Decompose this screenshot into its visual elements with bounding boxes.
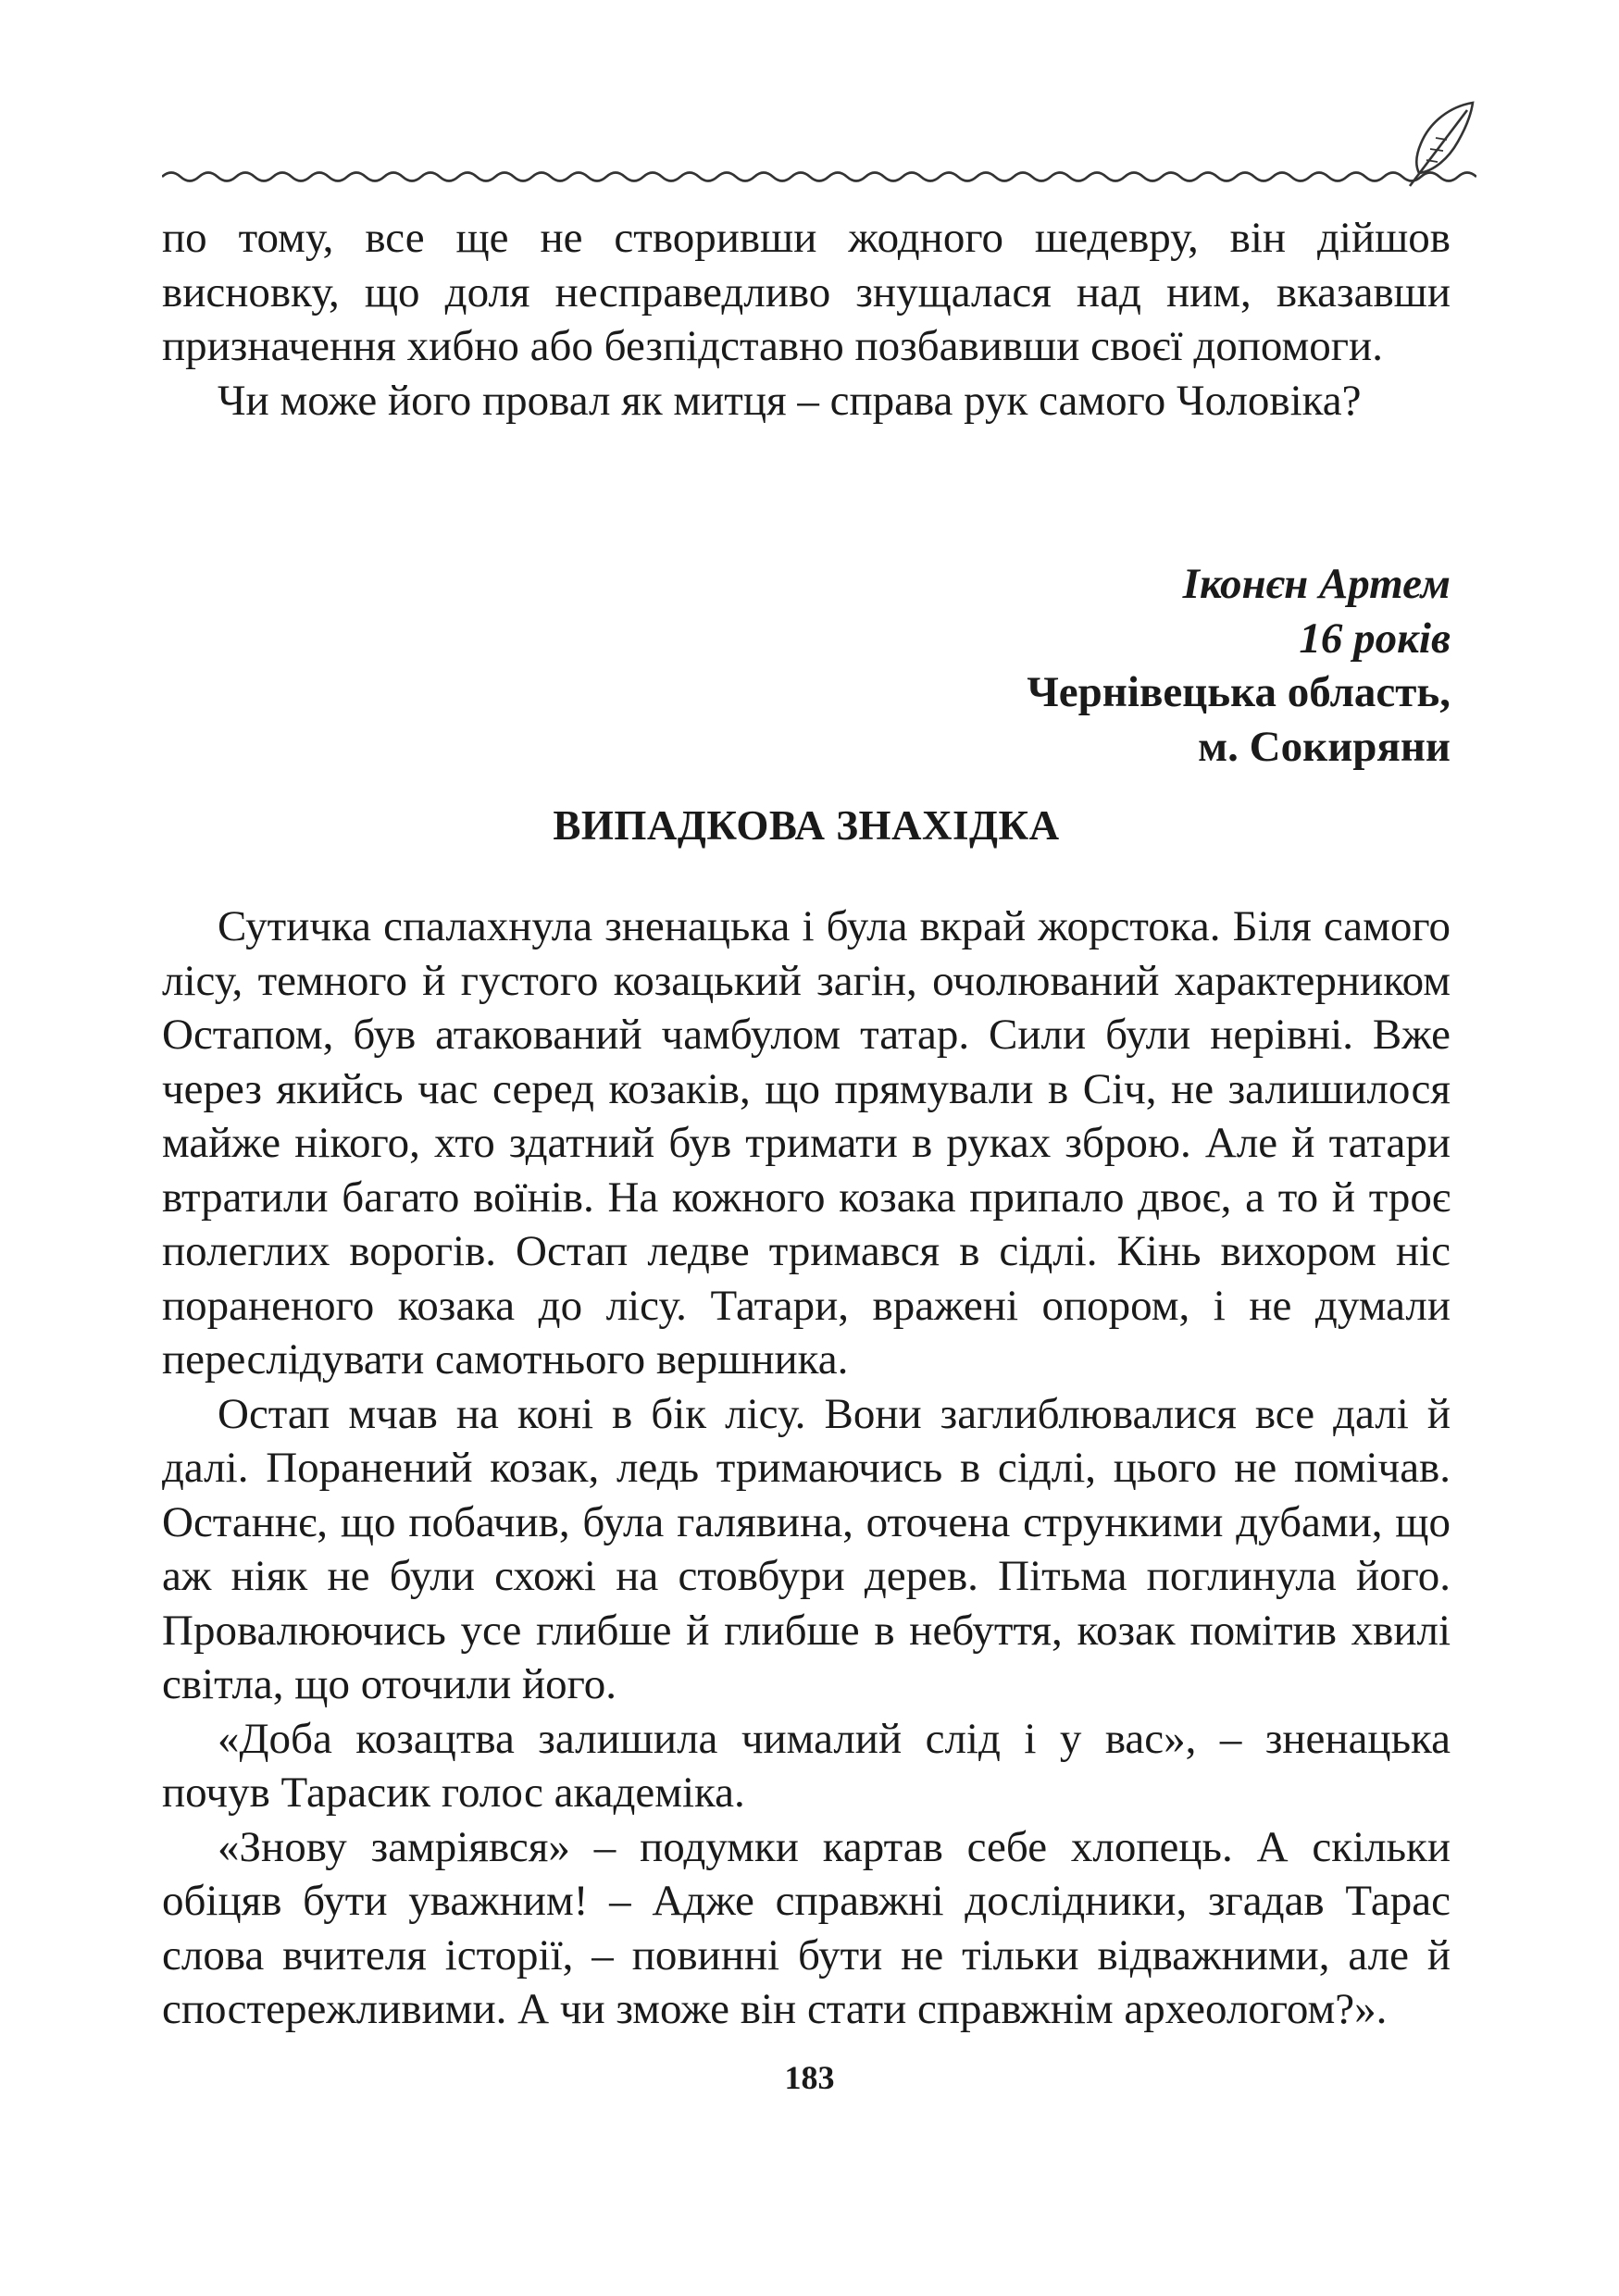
author-name: Іконєн Артем [1182, 560, 1451, 608]
page-number: 183 [784, 2059, 835, 2096]
author-age: 16 років [1299, 614, 1451, 663]
paragraph: Чи може його провал як митця – справа рук самого Чоловіка? [218, 376, 1362, 425]
header-ornament [162, 97, 1476, 190]
continuation-text [162, 211, 1451, 428]
paragraph: Сутичка спалахнула зненацька і була вкрай жорстока. Біля самого лісу, темного й густого козацький загін, очолюваний характерником Остапом, був атакований чамбулом татар. Сили були нерівні. Вже через якийсь час серед козаків, що прямували в Січ, не залишилося майже нікого, хто здатний був тримати в руках зброю. Але й татари втратили багато воїнів. На кожного козака припало двоє, а то й троє полеглих ворогів. Остап ледве тримався в сідлі. Кінь вихором ніс пораненого козака до лісу. Татари, вражені опором, і не думали переслідувати самотнього вершника. [162, 902, 1451, 1384]
paragraph: «Доба козацтва залишила чималий слід і у вас», – зненацька почув Тарасик голос академіка. [162, 1714, 1451, 1817]
paragraph: Остап мчав на коні в бік лісу. Вони заглиблювалися все далі й далі. Поранений козак, ледь тримаючись в сідлі, цього не помічав. Останнє, що побачив, була галявина, оточена стрункими дубами, що аж ніяк не були схожі на стовбури дерев. Пітьма поглинула його. Провалюючись усе глибше й глибше в небуття, козак помітив хвилі світла, що оточили його. [162, 1389, 1451, 1708]
paragraph: по тому, все ще не створивши жодного шедевру, він дійшов висновку, що доля несправедливо знущалася над ним, вказавши призначення хибно або безпідставно позбавивши своєї допомоги. [162, 214, 1451, 370]
author-city: м. Сокиряни [1198, 722, 1451, 771]
paragraph: «Знову замріявся» – подумки картав себе хлопець. А скільки обіцяв бути уважним! – Адже справжні дослідники, згадав Тарас слова вчителя історії, – повинні бути не тільки відважними, але й спостережливими. А чи зможе він стати справжнім археологом?». [162, 1822, 1451, 2033]
wavy-line [162, 173, 1476, 181]
author-signature [1027, 557, 1451, 774]
story-title: ВИПАДКОВА ЗНАХІДКА [553, 802, 1060, 849]
story-text [162, 900, 1451, 2037]
author-region: Чернівецька область, [1027, 668, 1451, 716]
